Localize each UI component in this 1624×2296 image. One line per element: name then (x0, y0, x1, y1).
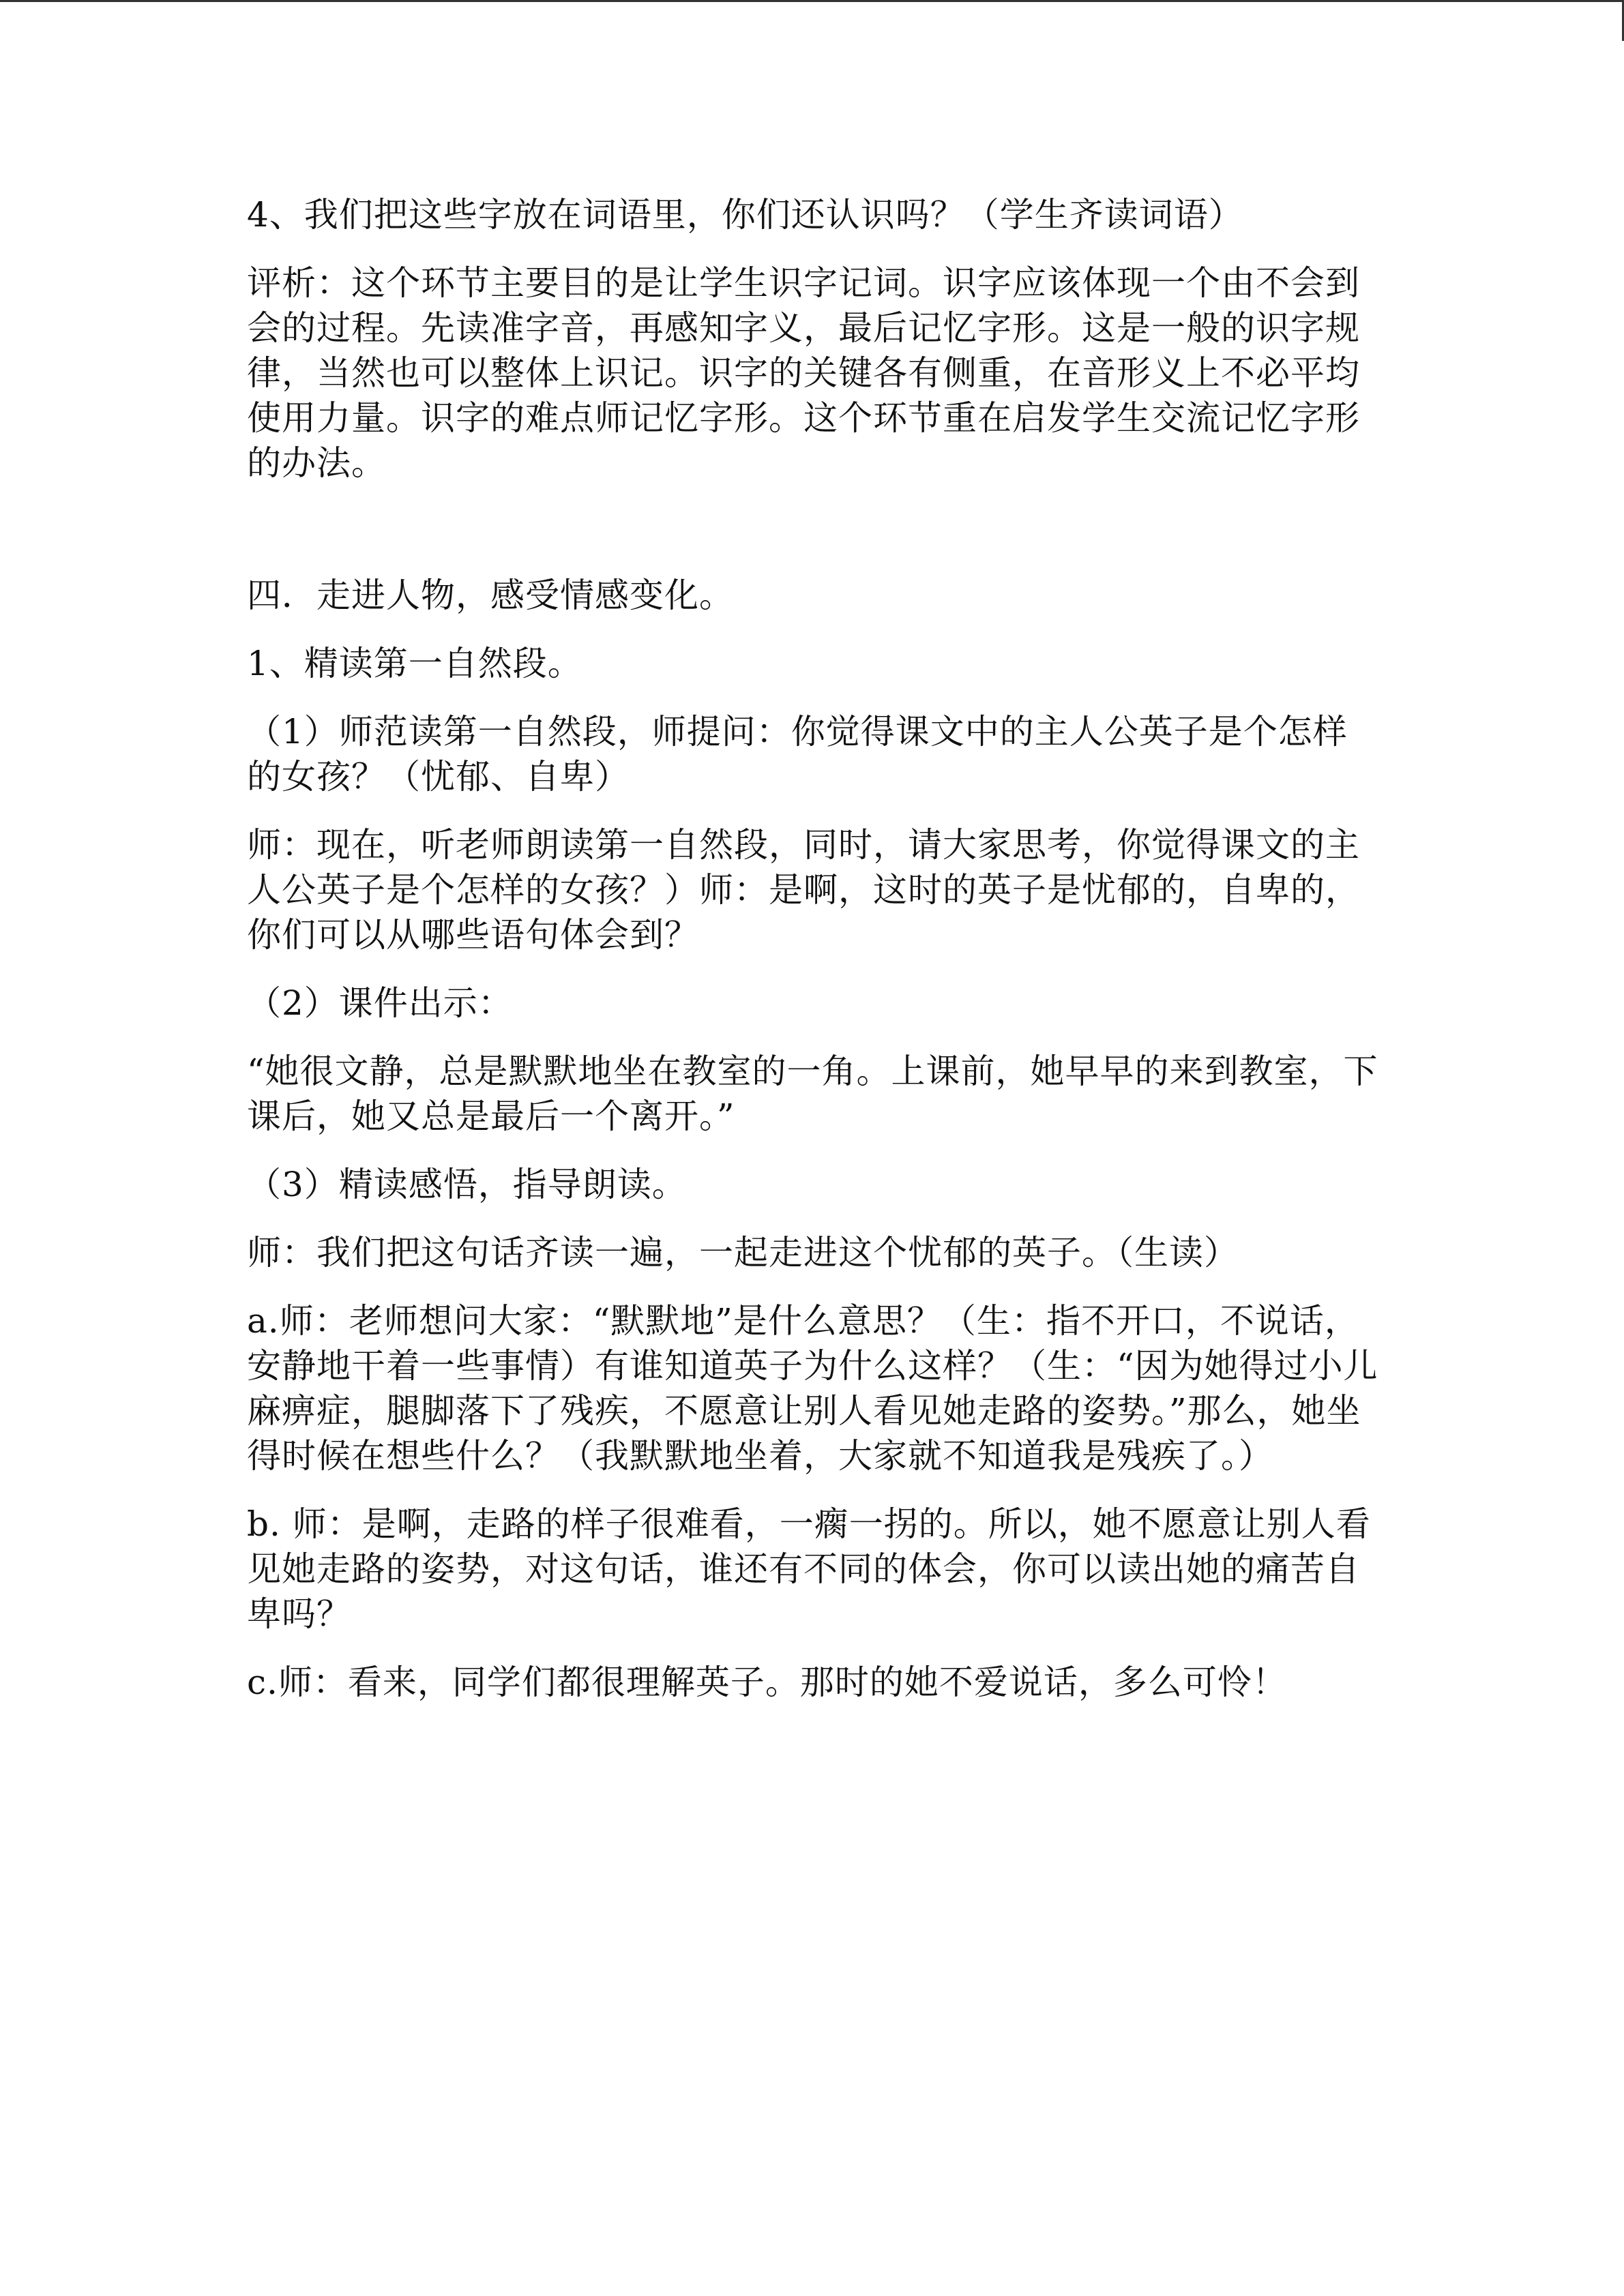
paragraph-teacher-2: 师：我们把这句话齐读一遍，一起走进这个忧郁的英子。（生读） (247, 1233, 1239, 1272)
paragraph-analysis: 评析：这个环节主要目的是让学生识字记词。识字应该体现一个由不会到会的过程。先读准字音，再感知字义，最后记忆字形。这是一般的识字规律，当然也可以整体上识记。识字的关键各有侧重，在音形义上不必平均使用力量。识字的难点师记忆字形。这个环节重在启发学生交流记忆字形的办法。 (247, 263, 1360, 483)
paragraph-step-4: 4、我们把这些字放在词语里，你们还认识吗？（学生齐读词语） (247, 195, 1243, 235)
paragraph-teacher-1: 师：现在，听老师朗读第一自然段，同时，请大家思考，你觉得课文的主人公英子是个怎样的女孩？）师：是啊，这时的英子是忧郁的，自卑的，你们可以从哪些语句体会到？ (247, 825, 1360, 955)
paragraph-item-2: （2）课件出示： (247, 983, 513, 1023)
paragraph-a: a.师：老师想问大家：“默默地”是什么意思？（生：指不开口，不说话，安静地干着一些事情）有谁知道英子为什么这样？（生：“因为她得过小儿麻痹症，腿脚落下了残疾，不愿意让别人看见她走路的姿势。”那么，她坐得时候在想些什么？（我默默地坐着，大家就不知道我是残疾了。） (247, 1301, 1378, 1476)
paragraph-c: c.师：看来，同学们都很理解英子。那时的她不爱说话，多么可怜！ (247, 1663, 1287, 1702)
paragraph-read-first: 1、精读第一自然段。 (247, 644, 582, 683)
paragraph-b: b. 师：是啊，走路的样子很难看，一瘸一拐的。所以，她不愿意让别人看见她走路的姿势，对这句话，谁还有不同的体会，你可以读出她的痛苦自卑吗？ (247, 1504, 1371, 1634)
paragraph-item-1: （1）师范读第一自然段，师提问：你觉得课文中的主人公英子是个怎样的女孩？（忧郁、自卑） (247, 712, 1348, 796)
paragraph-quote: “她很文静，总是默默地坐在教室的一角。上课前，她早早的来到教室，下课后，她又总是最后一个离开。” (247, 1052, 1378, 1136)
page-top-border (0, 0, 1624, 2)
document-body (247, 192, 1379, 1728)
section-heading-4: 四．走进人物，感受情感变化。 (247, 576, 734, 615)
paragraph-item-3: （3）精读感悟，指导朗读。 (247, 1165, 687, 1204)
